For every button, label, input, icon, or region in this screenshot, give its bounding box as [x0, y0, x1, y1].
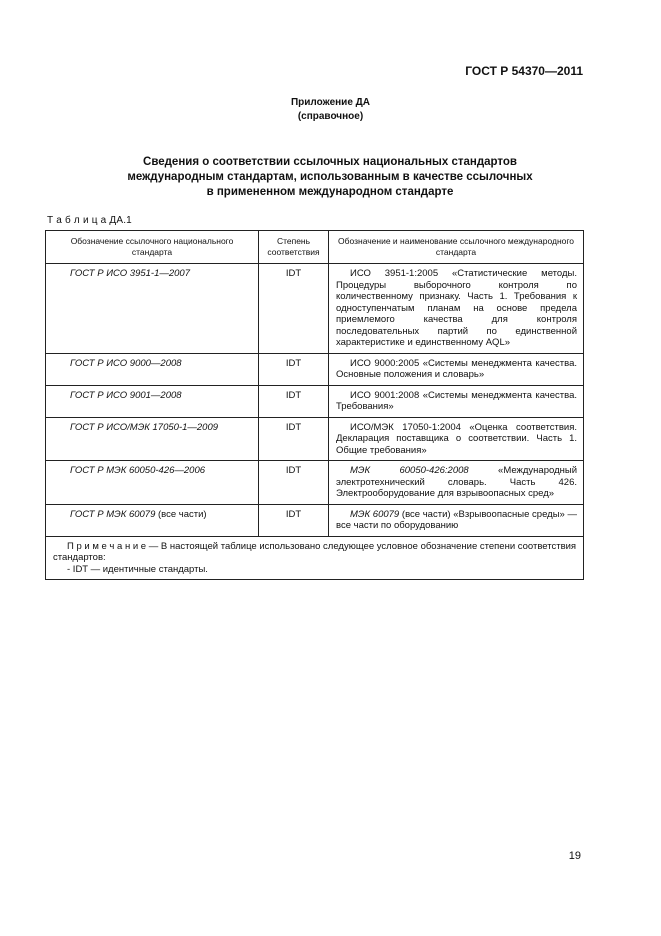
degree-cell: IDT — [259, 504, 329, 536]
national-code: ГОСТ Р МЭК 60079 — [70, 508, 156, 520]
intl-title: «Системы менеджмента качества. Основные положения и словарь» — [336, 357, 577, 380]
international-standard — [329, 353, 584, 385]
intl-title: «Статистические методы. Процедуры выборочного контроля по количественному признаку. Часть 1. Требования к одноступенчатым планам на основе предела приемлемого качества для контроля последовательных партий по единственной характеристике и единственному AQL» — [336, 268, 577, 348]
intl-code: МЭК 60050-426:2008 — [350, 465, 469, 476]
intl-code: ИСО 3951-1:2005 — [350, 268, 439, 279]
section-title — [90, 155, 570, 200]
national-code: ГОСТ Р ИСО 9000—2008 — [70, 357, 182, 369]
table-header-row — [46, 231, 584, 264]
intl-code: МЭК 60079 — [350, 508, 400, 520]
table-caption: Т а б л и ц а ДА.1 — [47, 215, 132, 226]
header-international: Обозначение и наименование ссылочного международного стандарта — [329, 231, 584, 264]
table-row — [46, 504, 584, 536]
international-standard — [329, 385, 584, 417]
intl-code: ИСО 9000:2005 — [350, 357, 420, 369]
table-row — [46, 353, 584, 385]
note-label: П р и м е ч а н и е — [67, 540, 147, 552]
intl-code: ИСО/МЭК 17050-1:2004 — [350, 421, 461, 433]
appendix-subtitle: (справочное) — [297, 111, 364, 122]
appendix-title: Приложение ДА — [290, 97, 371, 108]
appendix-heading — [0, 96, 661, 124]
intl-title: «Международный электротехнический словарь. Часть 426. Электрооборудование для взрывоопасных сред» — [336, 465, 577, 499]
degree-cell: IDT — [259, 264, 329, 354]
international-standard — [329, 417, 584, 461]
page-number: 19 — [568, 850, 581, 862]
national-standard — [46, 504, 259, 536]
degree-cell: IDT — [259, 417, 329, 461]
national-standard — [46, 264, 259, 354]
degree-cell: IDT — [259, 461, 329, 505]
international-standard — [329, 461, 584, 505]
title-line: Сведения о соответствии ссылочных национальных стандартов — [143, 156, 517, 168]
national-code: ГОСТ Р ИСО 9001—2008 — [70, 389, 182, 401]
degree-cell: IDT — [259, 353, 329, 385]
note-item: - IDT — идентичные стандарты. — [67, 563, 208, 575]
international-standard — [329, 504, 584, 536]
national-suffix: (все части) — [155, 508, 207, 520]
national-standard — [46, 385, 259, 417]
intl-title: (все части) «Взрывоопасные среды» — все части по оборудованию — [336, 508, 577, 531]
table-note — [46, 536, 584, 580]
title-line: в примененном международном стандарте — [206, 186, 454, 198]
document-code: ГОСТ Р 54370—2011 — [465, 64, 583, 78]
note-text: — В настоящей таблице использовано следующее условное обозначение степени соответствия стандартов: — [53, 540, 577, 563]
intl-code: ИСО 9001:2008 — [350, 389, 420, 401]
table-note-row — [46, 536, 584, 580]
table-row — [46, 264, 584, 354]
national-standard — [46, 353, 259, 385]
title-line: международным стандартам, использованным в качестве ссылочных — [127, 171, 533, 183]
intl-title: «Оценка соответствия. Декларация поставщика о соответствии. Часть 1. Общие требования» — [336, 421, 578, 456]
national-standard — [46, 417, 259, 461]
table-row — [46, 461, 584, 505]
national-code: ГОСТ Р ИСО 3951-1—2007 — [70, 268, 190, 279]
intl-title: «Системы менеджмента качества. Требования» — [336, 389, 577, 412]
table-row — [46, 417, 584, 461]
national-code: ГОСТ Р ИСО/МЭК 17050-1—2009 — [70, 421, 219, 433]
degree-cell: IDT — [259, 385, 329, 417]
international-standard — [329, 264, 584, 354]
header-national: Обозначение ссылочного национального стандарта — [46, 231, 259, 264]
header-degree: Степень соответствия — [259, 231, 329, 264]
national-standard — [46, 461, 259, 505]
national-code: ГОСТ Р МЭК 60050-426—2006 — [70, 465, 206, 476]
table-row — [46, 385, 584, 417]
standards-table — [45, 230, 584, 580]
